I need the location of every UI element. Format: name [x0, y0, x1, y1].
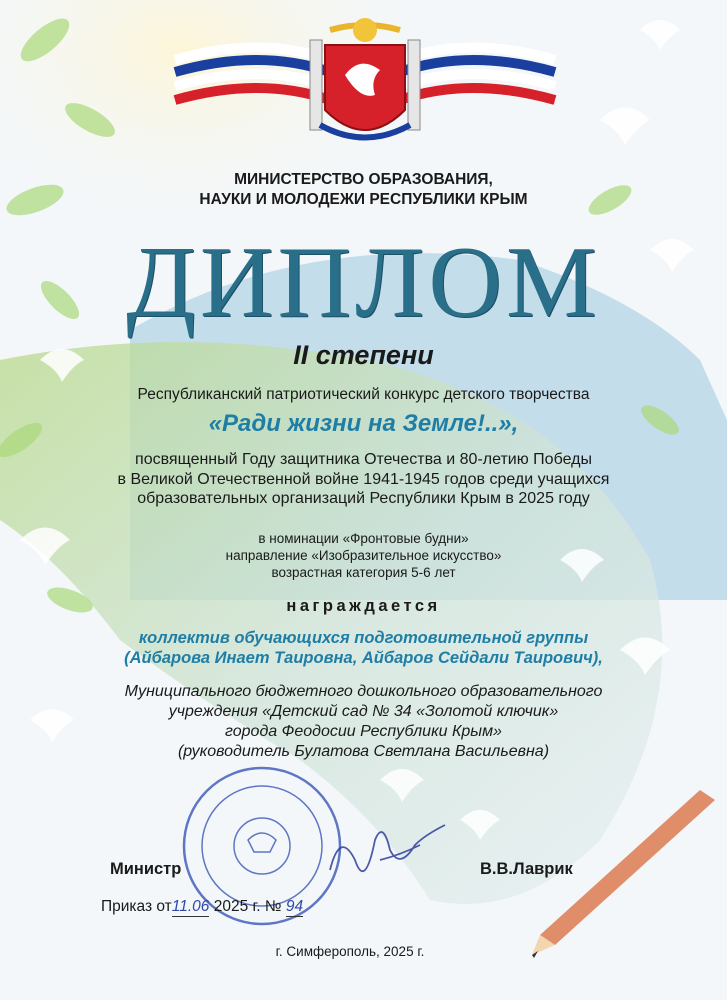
order-year: 2025 г. №: [213, 898, 282, 915]
awarded-label: награждается: [286, 597, 441, 615]
city-year: г. Симферополь, 2025 г.: [275, 944, 425, 959]
organization-line: Муниципального бюджетного дошкольного образовательного: [124, 683, 603, 700]
order-date: 11.06: [171, 898, 210, 915]
minister-name: В.В.Лаврик: [480, 860, 573, 878]
direction-line: направление «Изобразительное искусство»: [225, 548, 502, 563]
organization-line: учреждения «Детский сад № 34 «Золотой ключик»: [168, 703, 559, 720]
awardee-line: коллектив обучающихся подготовительной группы: [138, 629, 589, 647]
dedication-line: образовательных организаций Республики Крым в 2025 году: [137, 490, 590, 507]
organization-line: города Феодосии Республики Крым»: [225, 723, 502, 740]
degree: II степени: [293, 340, 434, 370]
order-number: 94: [285, 898, 304, 915]
supervisor-line: (руководитель Булатова Светлана Васильевна): [177, 743, 550, 760]
dedication-line: в Великой Отечественной войне 1941-1945 годов среди учащихся: [117, 470, 610, 488]
nomination-line: в номинации «Фронтовые будни»: [258, 531, 469, 546]
contest-intro: Республиканский патриотический конкурс детского творчества: [137, 386, 590, 403]
order-prefix: Приказ от: [101, 898, 172, 915]
dedication-line: посвященный Году защитника Отечества и 80-летию Победы: [135, 451, 592, 468]
awardee-line: (Айбарова Инает Таировна, Айбаров Сейдали Таирович),: [124, 649, 603, 667]
signature: [330, 825, 445, 871]
diploma-title: ДИПЛОМ: [126, 226, 601, 339]
signature-label: Министр: [110, 860, 182, 878]
age-category-line: возрастная категория 5-6 лет: [271, 565, 456, 580]
contest-name: «Ради жизни на Земле!..»,: [208, 410, 519, 437]
ministry-line-1: МИНИСТЕРСТВО ОБРАЗОВАНИЯ,: [234, 171, 493, 188]
ministry-line-2: НАУКИ И МОЛОДЕЖИ РЕСПУБЛИКИ КРЫМ: [199, 191, 528, 208]
order-line: [101, 898, 303, 917]
